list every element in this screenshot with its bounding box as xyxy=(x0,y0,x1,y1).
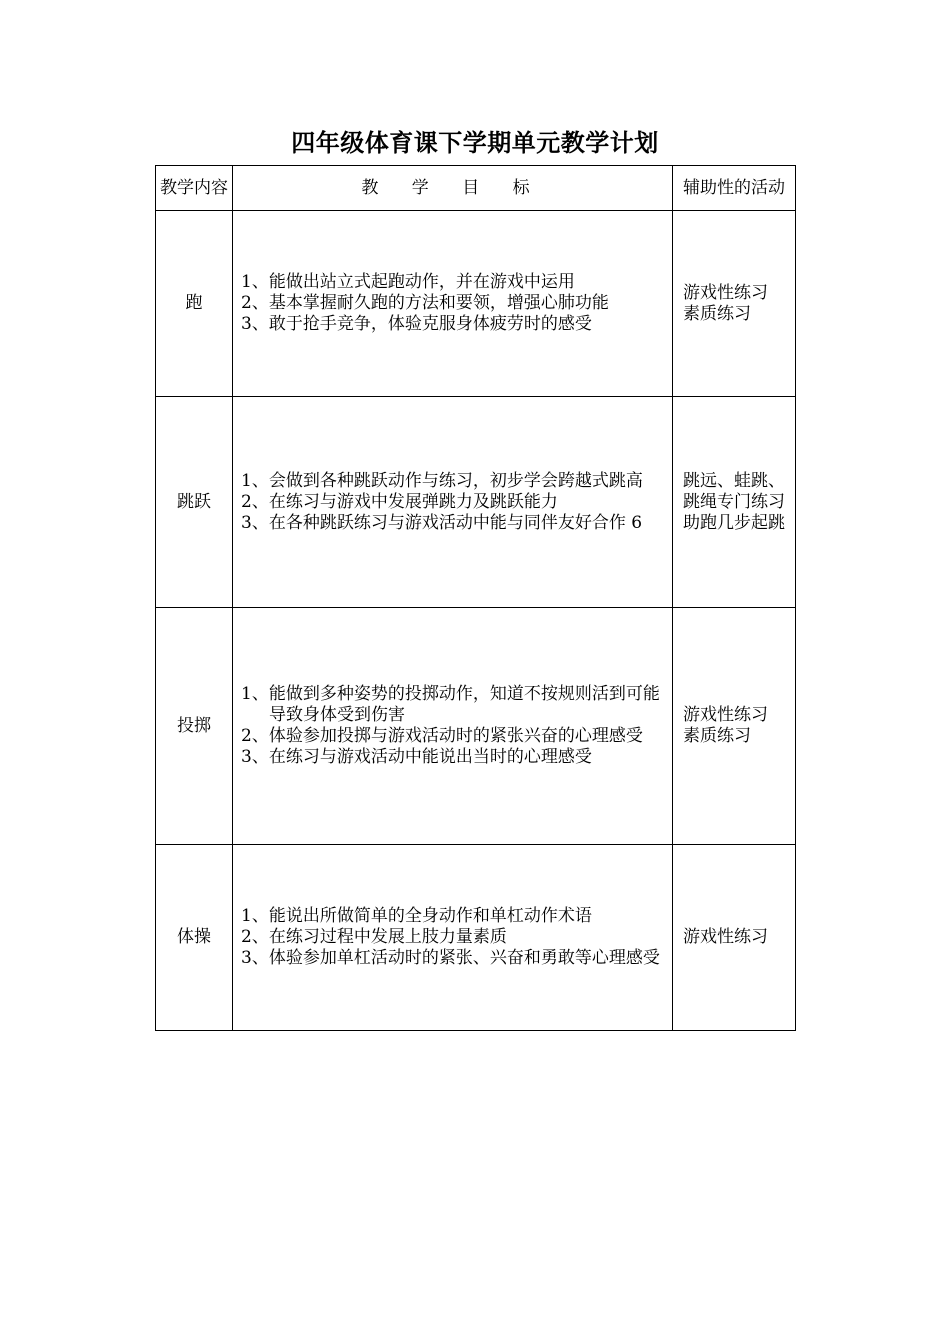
row-goals-cell xyxy=(233,608,673,845)
table-header-row xyxy=(156,166,796,211)
row-activities-cell xyxy=(673,397,796,608)
row-goals-cell xyxy=(233,211,673,397)
goal-item: 1、能做到多种姿势的投掷动作，知道不按规则活到可能导致身体受到伤害 xyxy=(241,684,660,725)
document-title: 四年级体育课下学期单元教学计划 xyxy=(291,129,659,157)
goal-item: 2、在练习过程中发展上肢力量素质 xyxy=(241,927,507,947)
goal-item: 1、会做到各种跳跃动作与练习，初步学会跨越式跳高 xyxy=(241,470,643,491)
table-row-jumping xyxy=(156,397,796,608)
teaching-plan-table xyxy=(155,165,796,1031)
activity-item: 助跑几步起跳 xyxy=(683,512,785,533)
header-teaching-goals xyxy=(233,166,673,211)
row-activities-cell xyxy=(673,211,796,397)
goal-item: 3、体验参加单杠活动时的紧张、兴奋和勇敢等心理感受 xyxy=(241,948,660,968)
row-content-cell: 跑 xyxy=(156,211,233,397)
activity-item: 游戏性练习 xyxy=(683,705,768,725)
table-row-running xyxy=(156,211,796,397)
table-row-gymnastics xyxy=(156,845,796,1031)
row-goals-cell xyxy=(233,845,673,1031)
row-content-cell: 投掷 xyxy=(156,608,233,845)
row-goals-cell xyxy=(233,397,673,608)
activity-item: 游戏性练习 xyxy=(683,927,768,947)
goal-item: 3、在练习与游戏活动中能说出当时的心理感受 xyxy=(241,747,592,767)
activity-item: 素质练习 xyxy=(683,726,751,746)
row-content-cell: 体操 xyxy=(156,845,233,1031)
activity-item: 素质练习 xyxy=(683,303,751,324)
goal-item: 2、在练习与游戏中发展弹跳力及跳跃能力 xyxy=(241,491,558,512)
goal-item: 3、在各种跳跃练习与游戏活动中能与同伴友好合作 6 xyxy=(241,512,643,533)
table-row-throwing xyxy=(156,608,796,845)
header-auxiliary-activities: 辅助性的活动 xyxy=(673,166,796,211)
goal-item: 2、体验参加投掷与游戏活动时的紧张兴奋的心理感受 xyxy=(241,726,643,746)
goal-item: 1、能做出站立式起跑动作，并在游戏中运用 xyxy=(241,272,575,292)
header-teaching-goals-label: 教 学 目 标 xyxy=(361,177,544,198)
row-content-cell: 跳跃 xyxy=(156,397,233,608)
activity-item: 跳远、蛙跳、跳绳专门练习 xyxy=(683,470,785,512)
row-activities-cell xyxy=(673,845,796,1031)
row-activities-cell xyxy=(673,608,796,845)
goal-item: 3、敢于抢手竞争，体验克服身体疲劳时的感受 xyxy=(241,314,592,334)
goal-item: 1、能说出所做简单的全身动作和单杠动作术语 xyxy=(241,906,592,926)
header-teaching-content: 教学内容 xyxy=(156,166,233,211)
activity-item: 游戏性练习 xyxy=(683,282,768,303)
goal-item: 2、基本掌握耐久跑的方法和要领，增强心肺功能 xyxy=(241,293,609,313)
